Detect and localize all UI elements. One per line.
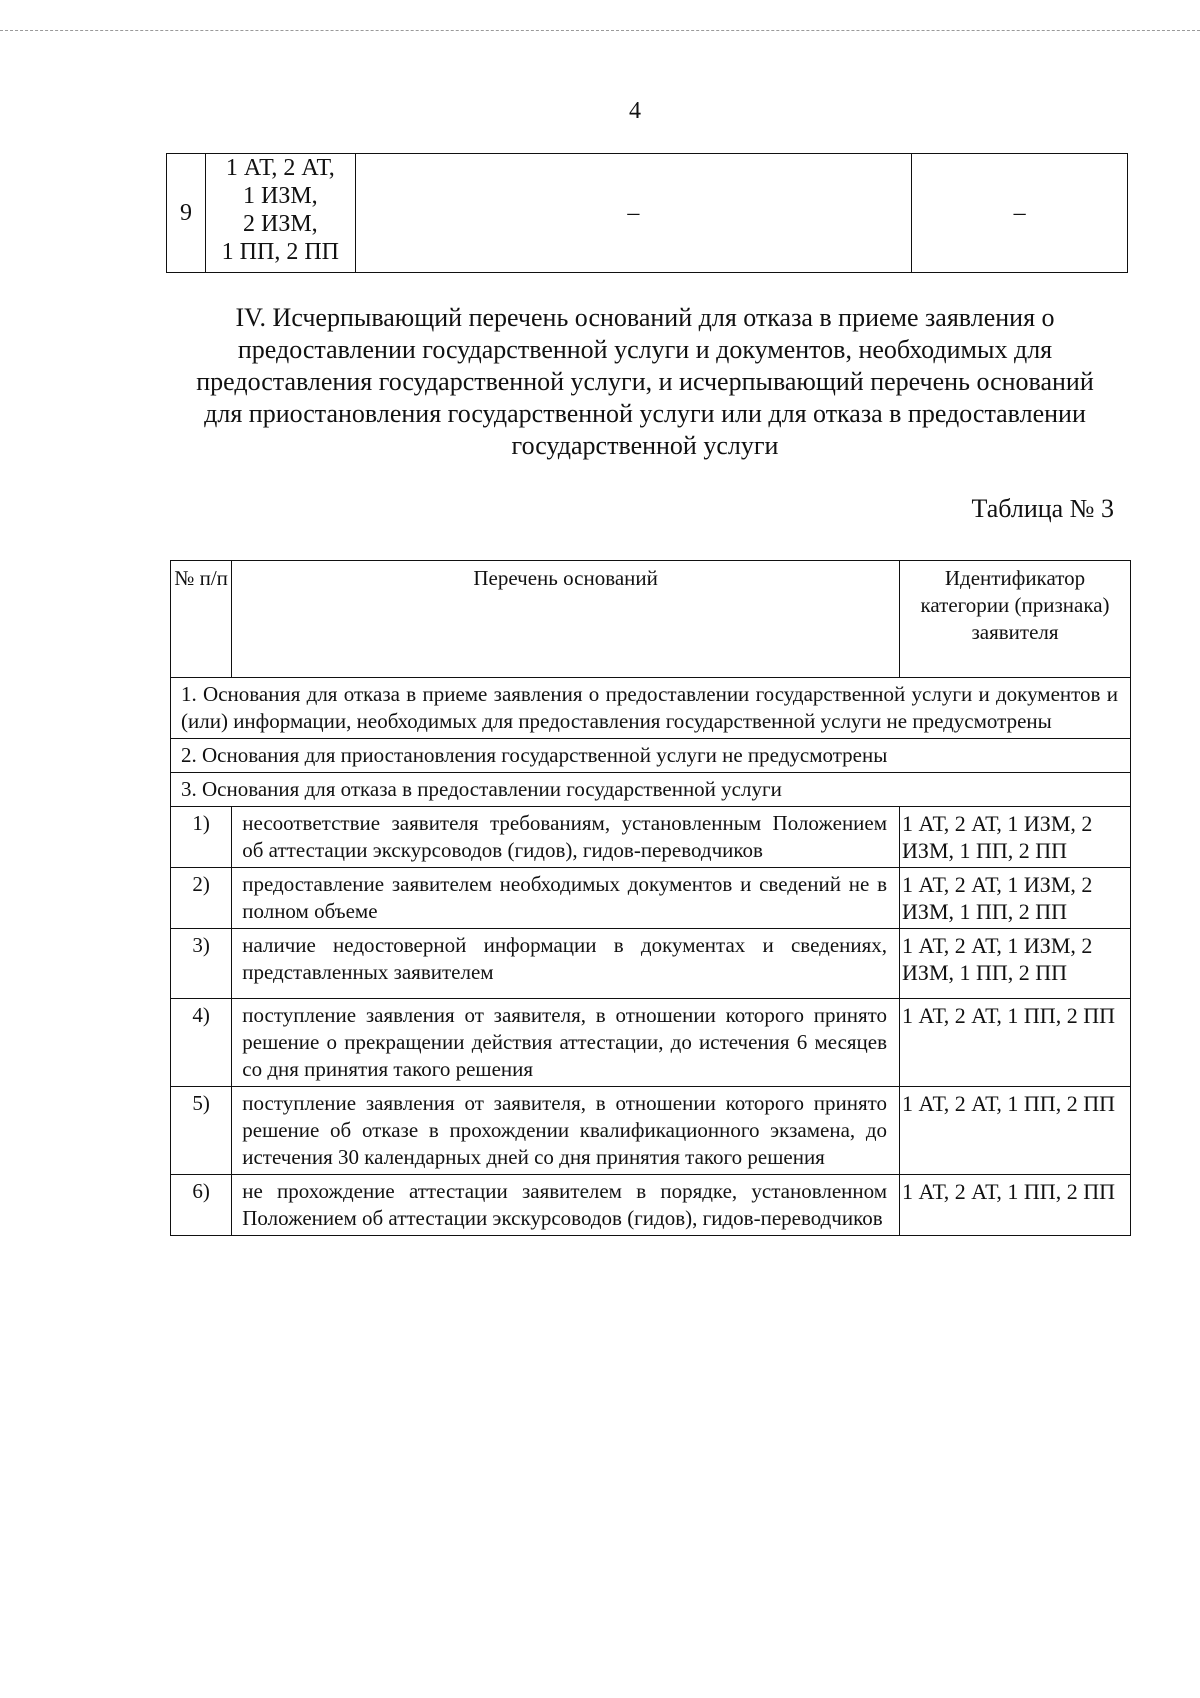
continuation-table (166, 153, 1128, 273)
identifier-line: 1 ПП, 2 ПП (221, 239, 339, 265)
header-number: № п/п (171, 561, 232, 678)
table-row (171, 999, 1131, 1087)
table-row (167, 154, 1128, 273)
dash-cell: – (355, 154, 912, 273)
row-identifier: 1 АТ, 2 АТ, 1 ПП, 2 ПП (900, 1087, 1131, 1175)
table-caption: Таблица № 3 (971, 494, 1114, 523)
row-text: несоответствие заявителя требованиям, установленным Положением об аттестации экскурсоводов (гидов), гидов-переводчиков (232, 807, 900, 868)
identifier-line: 2 ИЗМ, (242, 211, 318, 237)
row-number: 2) (171, 868, 232, 929)
row-number: 9 (167, 154, 206, 273)
section-heading: IV. Исчерпывающий перечень оснований для отказа в приеме заявления о предоставлении государственной услуги и документов, необходимых для предоставления государственной услуги, и исчерпывающий перечень оснований для приостановления государственной услуги или для отказа в предоставлении государственной услуги (196, 303, 1094, 460)
table-group-row (171, 773, 1131, 807)
table-row (171, 807, 1131, 868)
row-identifier: 1 АТ, 2 АТ, 1 ПП, 2 ПП (900, 999, 1131, 1087)
row-text: поступление заявления от заявителя, в отношении которого принято решение об отказе в прохождении квалификационного экзамена, до истечения 30 календарных дней со дня принятия такого решения (232, 1087, 900, 1175)
row-number: 3) (171, 929, 232, 999)
group-heading: 3. Основания для отказа в предоставлении государственной услуги (171, 773, 1131, 807)
row-number: 1) (171, 807, 232, 868)
table-group-row (171, 678, 1131, 739)
header-grounds-list: Перечень оснований (232, 561, 900, 678)
group-heading: 2. Основания для приостановления государственной услуги не предусмотрены (171, 739, 1131, 773)
table-row (171, 929, 1131, 999)
row-text: предоставление заявителем необходимых документов и сведений не в полном объеме (232, 868, 900, 929)
row-number: 6) (171, 1175, 232, 1236)
row-identifier: 1 АТ, 2 АТ, 1 ИЗМ, 2 ИЗМ, 1 ПП, 2 ПП (900, 807, 1131, 868)
table-row (171, 868, 1131, 929)
table-group-row (171, 739, 1131, 773)
row-number: 5) (171, 1087, 232, 1175)
identifier-cell (206, 154, 355, 273)
row-text: наличие недостоверной информации в документах и сведениях, представленных заявителем (232, 929, 900, 999)
row-identifier: 1 АТ, 2 АТ, 1 ИЗМ, 2 ИЗМ, 1 ПП, 2 ПП (900, 929, 1131, 999)
table-row (171, 1175, 1131, 1236)
group-heading: 1. Основания для отказа в приеме заявления о предоставлении государственной услуги и документов и (или) информации, необходимых для предоставления государственной услуги не предусмотрены (171, 678, 1131, 739)
row-text: поступление заявления от заявителя, в отношении которого принято решение о прекращении действия аттестации, до истечения 6 месяцев со дня принятия такого решения (232, 999, 900, 1087)
table-row (171, 1087, 1131, 1175)
identifier-line: 1 АТ, 2 АТ, (225, 155, 335, 181)
grounds-table (170, 560, 1131, 1236)
table-header-row (171, 561, 1131, 678)
header-identifier: Идентификатор категории (признака) заявителя (900, 561, 1131, 678)
row-identifier: 1 АТ, 2 АТ, 1 ИЗМ, 2 ИЗМ, 1 ПП, 2 ПП (900, 868, 1131, 929)
row-identifier: 1 АТ, 2 АТ, 1 ПП, 2 ПП (900, 1175, 1131, 1236)
identifier-line: 1 ИЗМ, (242, 183, 318, 209)
scan-artifact-line (0, 30, 1200, 31)
row-number: 4) (171, 999, 232, 1087)
row-text: не прохождение аттестации заявителем в порядке, установленном Положением об аттестации экскурсоводов (гидов), гидов-переводчиков (232, 1175, 900, 1236)
dash-cell: – (912, 154, 1128, 273)
page-number: 4 (629, 98, 641, 124)
